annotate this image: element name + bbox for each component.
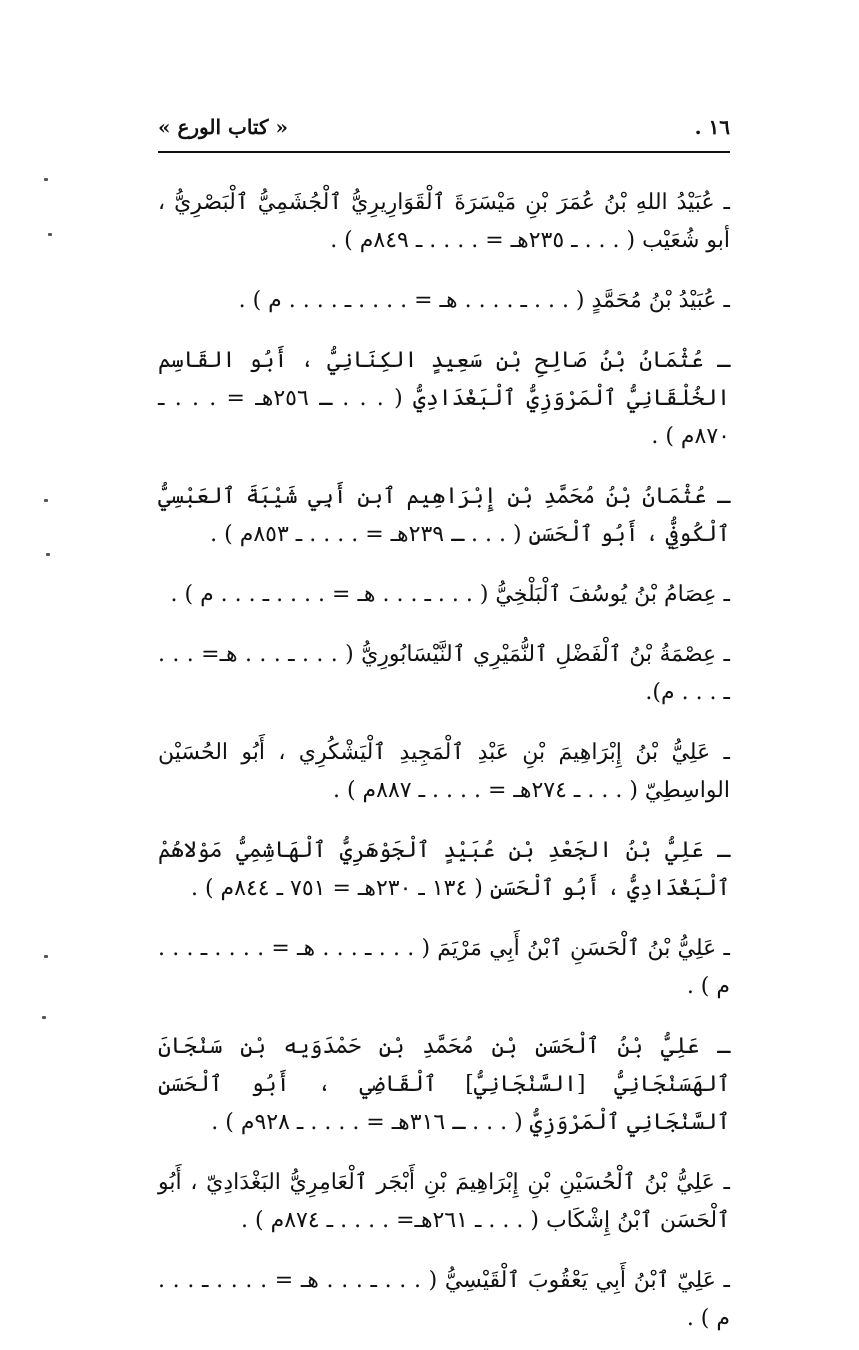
page-header (158, 110, 730, 144)
scan-speck (44, 955, 48, 958)
biography-entry: ـ عِصْمَةُ بْنُ ٱلْفَضْلِ ٱلنُّمَيْرِي ٱلنَّيْسَابُورِيُّ ( . . . ـ . . . هـ= . . . ـ . . . م). (158, 642, 730, 705)
scan-speck (44, 499, 48, 502)
biography-entry: ـ عَلِيُّ بْنُ ٱلْحَسَنِ ٱبْنُ أَبِي مَرْيَمَ ( . . . ـ . . . هـ = . . . . ـ . . . م ) . (158, 936, 730, 999)
biography-entry: ـ عُثْمَانُ بْنُ مُحَمَّدِ بْنِ إِبْرَاهِيم ٱبن أَبِي شَيْبَةَ ٱلعَبْسِيُّ ٱلْكُوفِيُّ ، أَبُو ٱلْحَسَنِ ( . . . ـ ٢٣٩هـ = . . . . ـ ٨٥٣م ) . (158, 484, 730, 547)
scan-speck (46, 553, 50, 556)
biography-list (158, 162, 730, 1350)
biography-entry: ـ عُثْمَانُ بْنُ صَالِحِ بْنِ سَعِيدٍ الكِنَانِيُّ ، أَبُو القَاسِم الخُلْقَانِيُّ ٱلْمَرْوَزِيُّ ٱلْبَغْدَادِيُّ ( . . . ـ ٢٥٦هـ = . . . ـ ٨٧٠م ) . (158, 348, 730, 449)
scan-speck (48, 233, 52, 236)
biography-entry: ـ عَلِيّ ٱبْنُ أَبِي يَعْقُوبَ ٱلْقَيْسِيُّ ( . . . ـ . . . هـ = . . . . ـ . . . م ) . (158, 1268, 730, 1331)
biography-entry: ـ عُبَيْدُ بْنُ مُحَمَّدٍ ( . . . ـ . . . . هـ = . . . . ـ . . . . م ) . (238, 288, 730, 313)
biography-entry: ـ عَلِيُّ بْنُ ٱلْحَسَنِ بْنِ مُحَمَّدِ بْنِ حَمْدَوَيه بْنِ سَنْجَانَ ٱلهَسَنْجَانِيُّ [السَّنْجَانِيُّ] ٱلْقَاضِي ، أَبُو ٱلْحَسَنِ ٱلسَّنْجَانِي ٱلْمَرْوَزِيُّ ( . . . ـ ٣١٦هـ = . . . . ـ ٩٢٨م ) . (158, 1034, 730, 1135)
biography-entry: ـ عِصَامُ بْنُ يُوسُفَ ٱلْبَلْخِيُّ ( . . . ـ . . . هـ = . . . . ـ . . . م ) . (170, 582, 730, 607)
book-title: « كتاب الورع » (158, 115, 288, 139)
scan-speck (42, 1016, 46, 1019)
header-rule (158, 151, 730, 153)
biography-entry: ـ عُبَيْدُ اللهِ بْنُ عُمَرَ بْنِ مَيْسَرَةَ ٱلْقَوَارِيرِيُّ ٱلْجُشَمِيُّ ٱلْبَصْرِيُّ ، أبو شُعَيْب ( . . . ـ ٢٣٥هـ = . . . . ـ ٨٤٩م ) . (158, 190, 730, 253)
biography-entry: ـ عَلِيُّ بْنُ الجَعْدِ بْنِ عُبَيْدٍ ٱلْجَوْهَرِيُّ ٱلْهَاشِمِيُّ مَوْلاهُمْ ٱلْبَغْدَادِيُّ ، أَبُو ٱلْحَسَنِ ( ١٣٤ ـ ٢٣٠هـ = ٧٥١ ـ ٨٤٤م ) . (158, 838, 730, 901)
page-number: ١٦ . (694, 115, 730, 139)
scan-speck (44, 178, 48, 181)
biography-entry: ـ عَلِيُّ بْنُ ٱلْحُسَيْنِ بْنِ إِبْرَاهِيمَ بْنِ أَبْجَر ٱلْعَامِرِيُّ البَغْدَادِيّ ، أَبُو ٱلْحَسَن ٱبْنُ إِشْكَاب ( . . . ـ ٢٦١هـ= . . . . ـ ٨٧٤م ) . (158, 1170, 730, 1233)
biography-entry: ـ عَلِيُّ بْنُ إِبْرَاهِيمَ بْنِ عَبْدِ ٱلْمَجِيدِ ٱلْيَشْكُرِي ، أَبُو الحُسَيْن الواسِطِيّ ( . . . ـ ٢٧٤هـ = . . . . ـ ٨٨٧م ) . (158, 740, 730, 803)
